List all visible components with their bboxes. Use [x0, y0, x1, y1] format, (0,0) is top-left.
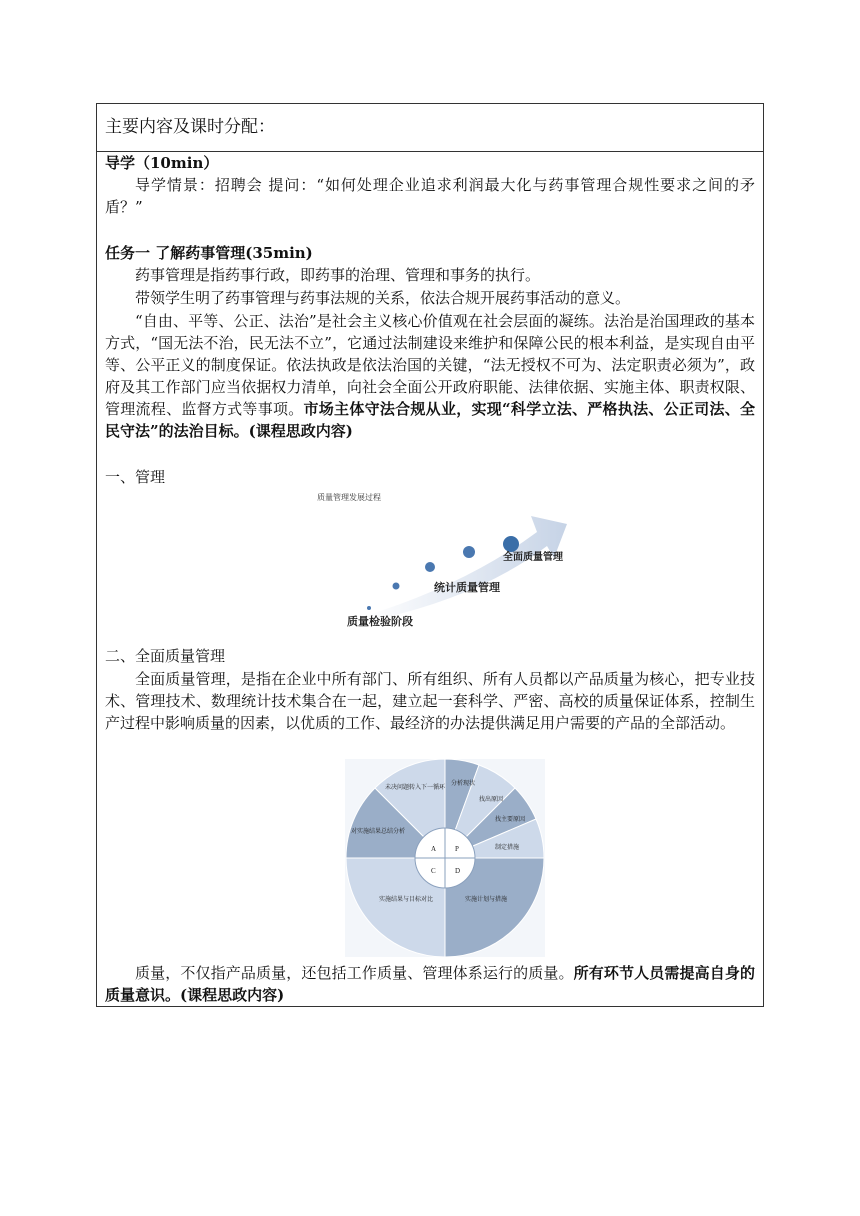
pdca-slice-label: 找出原因: [479, 797, 504, 803]
pdca-slice-label: 未决问题转入下一循环: [385, 785, 446, 791]
task1-paragraph-3-text: “自由、平等、公正、法治”是社会主义核心价值观在社会层面的凝练。法治是治国理政的基本方式，“国无法不治，民无法不立”，它通过法制建设来维护和保障公民的根本利益，是实现自由平等、公平正义的制度保证。依法执政是依法治国的关键，“法无授权不可为、法定职责必须为”，政府及其工作部门应当依据权力清单，向社会全面公开政府职能、法律依据、实施主体、职责权限、管理流程、监督方式等事项。: [105, 312, 755, 418]
guide-title: 导学（10min）: [105, 154, 219, 172]
pdca-cycle-figure: [345, 759, 545, 957]
stage-dot: [503, 536, 519, 552]
task1-ideology-note: 市场主体守法合规从业，实现“科学立法、严格执法、公正司法、全民守法”的法治目标。(课程思政内容): [105, 400, 755, 440]
task1-paragraph-2: 带领学生明了药事管理与药事法规的关系，依法合规开展药事活动的意义。: [135, 289, 631, 307]
part2-paragraph: 全面质量管理，是指在企业中所有部门、所有组织、所有人员都以产品质量为核心，把专业技术、管理技术、数理统计技术集合在一起，建立起一套科学、严密、高校的质量保证体系，控制生产过程中影响质量的因素，以优质的工作、最经济的办法提供满足用户需要的产品的全部活动。: [105, 670, 755, 732]
quality-text: 质量，不仅指产品质量，还包括工作质量、管理体系运行的质量。: [135, 964, 574, 982]
task1-title: 任务一 了解药事管理(35min): [105, 244, 313, 262]
guide-paragraph: 导学情景：招聘会 提问：“如何处理企业追求利润最大化与药事管理合规性要求之间的矛盾？”: [105, 176, 755, 216]
pdca-slice-label: 实施计划与措施: [465, 897, 508, 903]
content-frame: [96, 103, 764, 1007]
part1-title: 一、管理: [105, 468, 166, 486]
pdca-slice-label: 分析现状: [451, 781, 476, 787]
stage-dot: [425, 562, 435, 572]
stage-dot: [393, 583, 400, 590]
pdca-core-label: C: [431, 867, 436, 875]
stage-label: 质量检验阶段: [347, 616, 413, 628]
stage-dot: [463, 546, 475, 558]
progress-arrow: [365, 516, 567, 622]
pdca-slice-label: 对实施结果总结分析: [351, 829, 406, 835]
stage-label: 全面质量管理: [503, 552, 563, 563]
pdca-core-label: A: [431, 845, 437, 853]
part2-closing-paragraph: [105, 962, 755, 1006]
task1-paragraph-1: 药事管理是指药事行政，即药事的治理、管理和事务的执行。: [135, 266, 541, 284]
part2-ideology-note: 所有环节人员需提高自身的质量意识。(课程思政内容): [105, 964, 755, 1004]
pdca-core-label: P: [455, 845, 459, 853]
pdca-core-label: D: [455, 867, 461, 875]
task1-paragraph-3: [105, 310, 755, 442]
stage-label: 统计质量管理: [434, 582, 500, 594]
pdca-slice-label: 制定措施: [495, 845, 520, 851]
figure-title: 质量管理发展过程: [317, 493, 381, 502]
pdca-slice-label: 实施结果与目标对比: [379, 897, 434, 903]
stage-dot: [367, 606, 371, 610]
part2-title: 二、全面质量管理: [105, 647, 226, 665]
quality-development-figure: [107, 484, 587, 634]
section-heading: 主要内容及课时分配：: [105, 117, 275, 137]
pdca-slice-label: 找主要原因: [495, 817, 526, 823]
